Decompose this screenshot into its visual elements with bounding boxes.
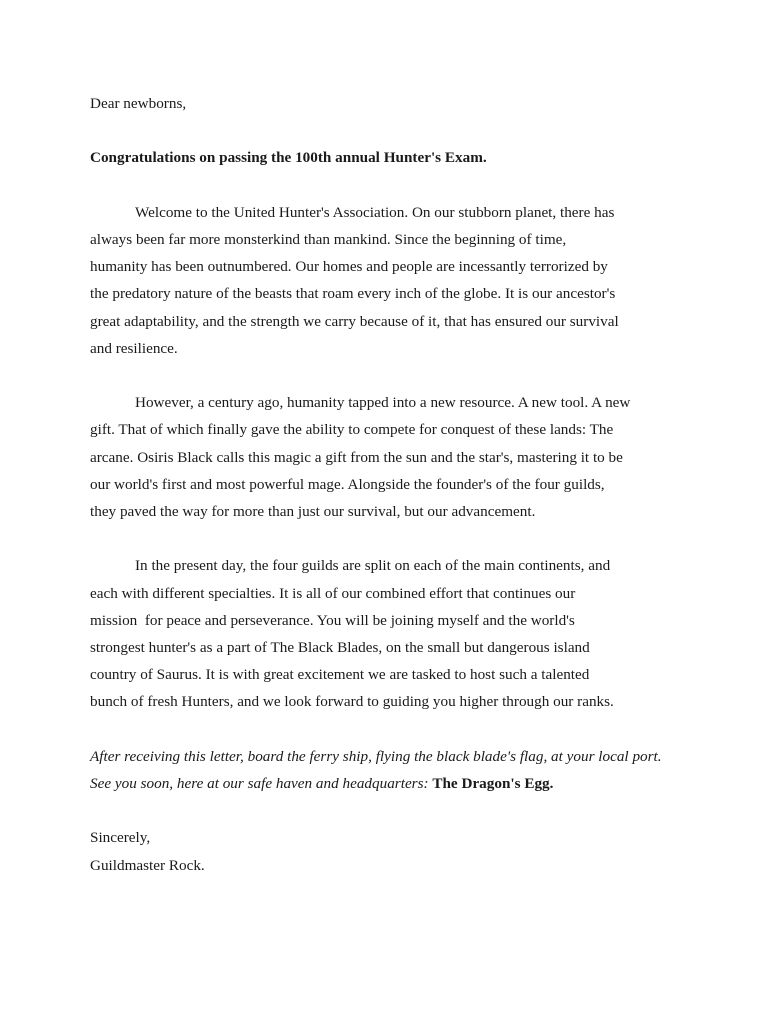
- instruction-line: After receiving this letter, board the ferry ship, flying the black blade's flag, at your local port.: [90, 747, 662, 765]
- paragraph-line: humanity has been outnumbered. Our homes and people are incessantly terrorized by: [90, 258, 608, 276]
- paragraph-line: they paved the way for more than just our survival, but our advancement.: [90, 503, 536, 520]
- paragraph-line: great adaptability, and the strength we carry because of it, that has ensured our survival: [90, 312, 619, 330]
- paragraph-welcome: [90, 199, 680, 362]
- paragraph-line: and resilience.: [90, 339, 178, 357]
- sign-off: [90, 824, 680, 878]
- paragraph-line: each with different specialties. It is all of our combined effort that continues our: [90, 584, 576, 602]
- paragraph-line: our world's first and most powerful mage. Alongside the founder's of the four guilds,: [90, 475, 605, 493]
- closing: Sincerely,: [90, 829, 151, 847]
- paragraph-line: always been far more monsterkind than mankind. Since the beginning of time,: [90, 230, 567, 248]
- paragraph-line: strongest hunter's as a part of The Black Blades, on the small but dangerous island: [90, 639, 590, 656]
- paragraph-line: However, a century ago, humanity tapped into a new resource. A new tool. A new: [135, 394, 631, 412]
- paragraph-line: In the present day, the four guilds are split on each of the main continents, and: [135, 557, 611, 575]
- paragraph-line: arcane. Osiris Black calls this magic a gift from the sun and the star's, mastering it to be: [90, 448, 623, 466]
- paragraph-line: Welcome to the United Hunter's Association. On our stubborn planet, there has: [135, 203, 615, 221]
- paragraph-line: country of Saurus. It is with great excitement we are tasked to host such a talented: [90, 666, 590, 684]
- paragraph-history: [90, 389, 680, 525]
- paragraph-line: the predatory nature of the beasts that roam every inch of the globe. It is our ancestor's: [90, 285, 616, 303]
- headquarters-name: The Dragon's Egg.: [432, 775, 554, 792]
- paragraph-line: bunch of fresh Hunters, and we look forward to guiding you higher through our ranks.: [90, 693, 614, 711]
- congratulations-heading: Congratulations on passing the 100th annual Hunter's Exam.: [90, 149, 487, 167]
- instruction-line-hq: [90, 770, 680, 797]
- paragraph-line: gift. That of which finally gave the ability to compete for conquest of these lands: The: [90, 421, 614, 439]
- paragraph-line: mission for peace and perseverance. You will be joining myself and the world's: [90, 611, 575, 629]
- instruction-text: See you soon, here at our safe haven and headquarters:: [90, 775, 429, 792]
- signature: Guildmaster Rock.: [90, 856, 205, 874]
- paragraph-present-day: [90, 552, 680, 715]
- letter-page: [90, 90, 680, 906]
- instructions: [90, 743, 680, 797]
- greeting: Dear newborns,: [90, 95, 187, 112]
